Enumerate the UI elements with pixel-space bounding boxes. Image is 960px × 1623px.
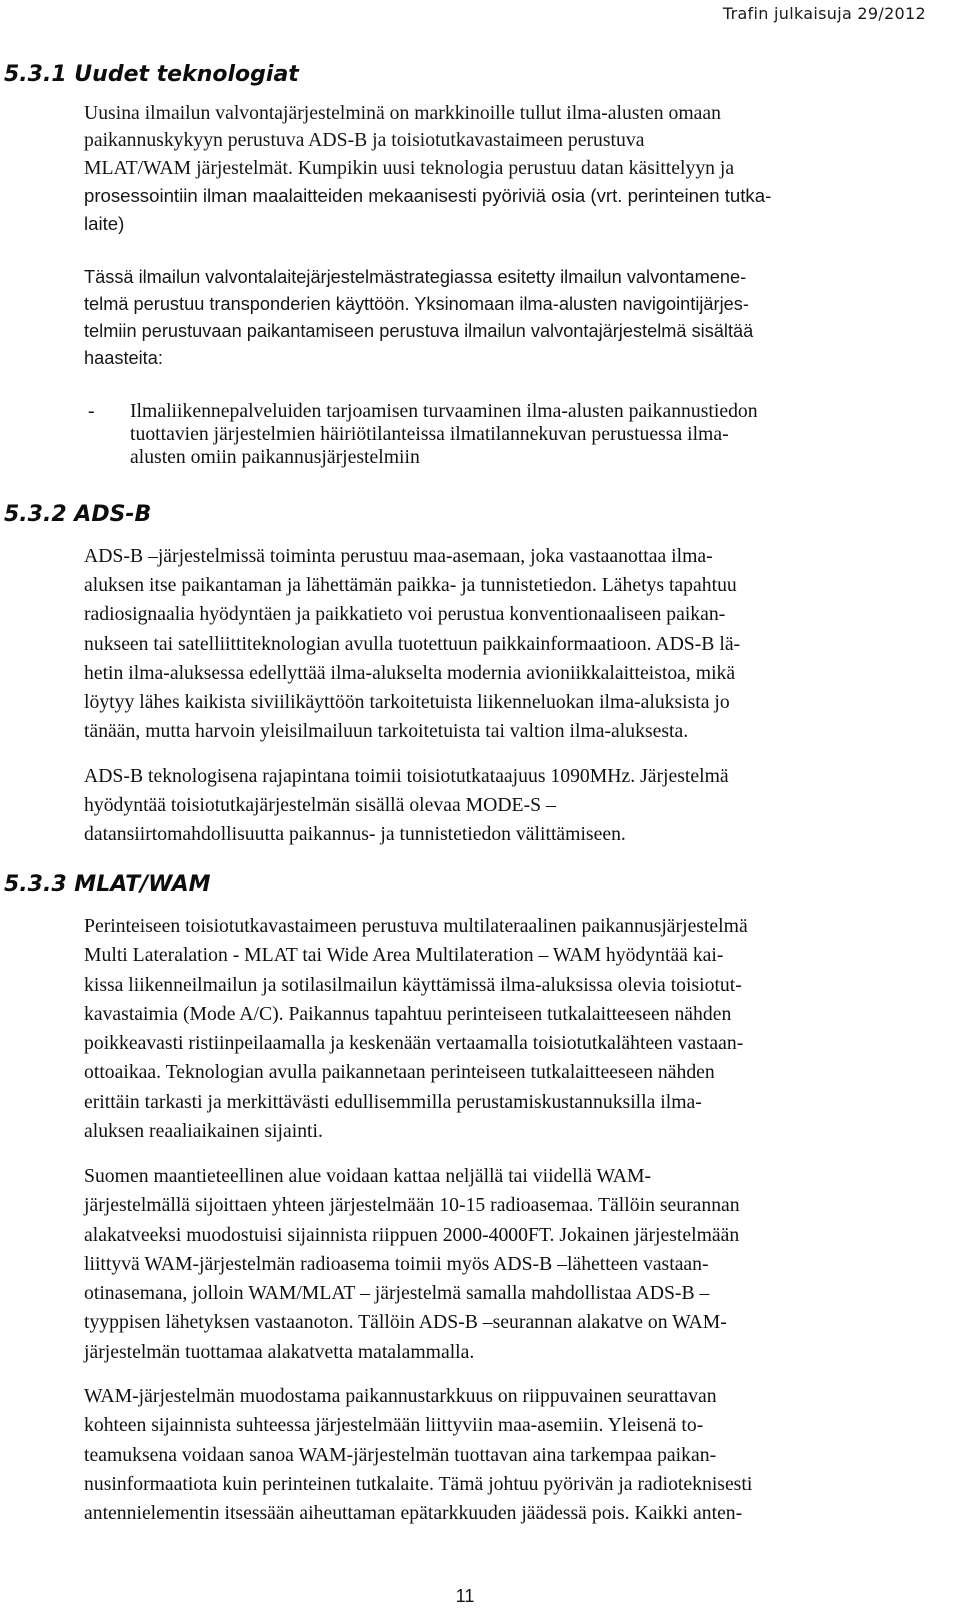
text-line: löytyy lähes kaikista siviilikäyttöön tarkoitetuista liikenneluokan ilma-aluksista jo: [84, 691, 730, 714]
text-fragment: Yksinomaan ilma-alusten navigointijärjes-: [409, 294, 749, 314]
text-line: otinasemana, jolloin WAM/MLAT – järjestelmä samalla mahdollistaa ADS-B –: [84, 1282, 710, 1305]
text-line: tyyppisen lähetyksen vastaanoton. Tällöin ADS-B –seurannan alakatve on WAM-: [84, 1311, 727, 1334]
text-line: Uusina ilmailun valvontajärjestelminä on markkinoille tullut ilma-alusten omaan: [84, 102, 721, 124]
paragraph-intro: [84, 100, 954, 237]
text-line: telmiin perustuvaan paikantamiseen perustuva ilmailun valvontajärjestelmä sisältää: [84, 321, 754, 341]
text-line: kissa liikenneilmailun ja sotilasilmailun käyttämissä ilma-aluksissa olevia toisiotut-: [84, 973, 742, 996]
text-line: aluksen reaaliaikainen sijainti.: [84, 1120, 323, 1143]
text-line: ADS-B –järjestelmissä toiminta perustuu maa-asemaan, joka vastaanottaa ilma-: [84, 545, 713, 567]
text-line: alusten omiin paikannusjärjestelmiin: [130, 446, 420, 468]
page-number: 11: [455, 1586, 475, 1606]
text-line: laite): [84, 212, 125, 234]
text-line: ADS-B teknologisena rajapintana toimii toisiotutkataajuus 1090MHz. Järjestelmä: [84, 765, 729, 787]
text-line: järjestelmän tuottamaa alakatvetta matalammalla.: [84, 1340, 475, 1363]
text-line: haasteita:: [84, 348, 163, 368]
text-line: aluksen itse paikantaman ja lähettämän paikka- ja tunnistetiedon. Lähetys tapahtuu: [84, 574, 737, 597]
bullet-dash: -: [88, 400, 95, 422]
text-line: WAM-järjestelmän muodostama paikannustarkkuus on riippuvainen seurattavan: [84, 1385, 717, 1407]
bullet-text: [130, 400, 960, 469]
text-fragment: Kumpikin uusi teknologia perustuu datan käsittelyyn ja: [292, 156, 735, 179]
paragraph-wam-coverage: [84, 1162, 954, 1367]
text-line: antennielementin itsessään aiheuttaman epätarkkuuden jäädessä pois. Kaikki anten-: [84, 1502, 743, 1525]
text-line: järjestelmällä sijoittaen yhteen järjestelmään 10-15 radioasemaa. Tällöin seurannan: [84, 1194, 740, 1217]
text-line: erittäin tarkasti ja merkittävästi edullisemmilla perustamiskustannuksilla ilma-: [84, 1090, 702, 1113]
running-header: Trafin julkaisuja 29/2012: [722, 4, 926, 23]
text-line: kavastaimia (Mode A/C). Paikannus tapahtuu perinteiseen tutkalaitteeseen nähden: [84, 1002, 732, 1025]
text-line: radiosignaalia hyödyntäen ja paikkatieto voi perustua konventionaaliseen paikan-: [84, 603, 726, 626]
paragraph-wam-accuracy: [84, 1382, 954, 1528]
text-fragment: MLAT/WAM järjestelmät.: [84, 156, 293, 179]
text-line: liittyvä WAM-järjestelmän radioasema toimii myös ADS-B –lähetteen vastaan-: [84, 1252, 709, 1275]
text-line: tuottavien järjestelmien häiriötilanteissa ilmatilannekuvan perustuessa ilma-: [130, 423, 729, 445]
text-line: kohteen sijainnista suhteessa järjestelmään liittyviin maa-asemiin. Yleisenä to-: [84, 1414, 704, 1437]
text-line: prosessointiin ilman maalaitteiden mekaanisesti pyöriviä osia (vrt. perinteinen tutka-: [84, 185, 772, 207]
text-line: [84, 155, 954, 182]
paragraph-ads-b-description: [84, 542, 954, 746]
text-line: hyödyntää toisiotutkajärjestelmän sisällä olevaa MODE-S –: [84, 794, 556, 817]
text-line: alakatveeksi muodostuisi sijainnista riippuen 2000-4000FT. Jokainen järjestelmään: [84, 1223, 740, 1246]
text-line: Perinteiseen toisiotutkavastaimeen perustuva multilateraalinen paikannusjärjestelmä: [84, 915, 748, 937]
text-line: teamuksena voidaan sanoa WAM-järjestelmän tuottavan aina tarkempaa paikan-: [84, 1443, 717, 1466]
text-line: Multi Lateralation - MLAT tai Wide Area Multilateration – WAM hyödyntää kai-: [84, 944, 724, 967]
text-fragment: telmä perustuu transponderien käyttöön.: [84, 294, 410, 314]
text-line: Suomen maantieteellinen alue voidaan kattaa neljällä tai viidellä WAM-: [84, 1165, 652, 1187]
text-line: nusinformaatiota kuin perinteinen tutkalaite. Tämä johtuu pyörivän ja radioteknisesti: [84, 1472, 753, 1495]
paragraph-ads-b-interface: [84, 762, 954, 850]
text-line: [84, 291, 954, 318]
section-heading-5-3-2: 5.3.2 ADS-B: [4, 502, 152, 527]
section-heading-5-3-3: 5.3.3 MLAT/WAM: [4, 872, 211, 897]
text-line: nukseen tai satelliittiteknologian avulla tuotettuun paikkainformaatioon. ADS-B lä-: [84, 632, 741, 655]
text-line: Ilmaliikennepalveluiden tarjoamisen turvaaminen ilma-alusten paikannustiedon: [130, 400, 758, 422]
text-line: hetin ilma-aluksessa edellyttää ilma-alukselta modernia avioniikkalaitteistoa, mikä: [84, 661, 736, 684]
paragraph-mlat-description: [84, 912, 954, 1146]
text-line: datansiirtomahdollisuutta paikannus- ja tunnistetiedon välittämiseen.: [84, 823, 626, 846]
text-line: poikkeavasti ristiinpeilaamalla ja keskenään vertaamalla toisiotutkalähteen vastaan-: [84, 1032, 744, 1055]
text-line: Tässä ilmailun valvontalaitejärjestelmästrategiassa esitetty ilmailun valvontamene-: [84, 267, 747, 287]
section-heading-5-3-1: 5.3.1 Uudet teknologiat: [4, 62, 299, 87]
paragraph-strategy: [84, 264, 954, 372]
text-line: ottoaikaa. Teknologian avulla paikannetaan perinteiseen tutkalaitteeseen nähden: [84, 1061, 715, 1084]
text-line: tänään, mutta harvoin yleisilmailuun tarkoitetuista tai valtion ilma-aluksesta.: [84, 720, 689, 743]
text-line: paikannuskykyyn perustuva ADS-B ja toisiotutkavastaimeen perustuva: [84, 129, 645, 152]
